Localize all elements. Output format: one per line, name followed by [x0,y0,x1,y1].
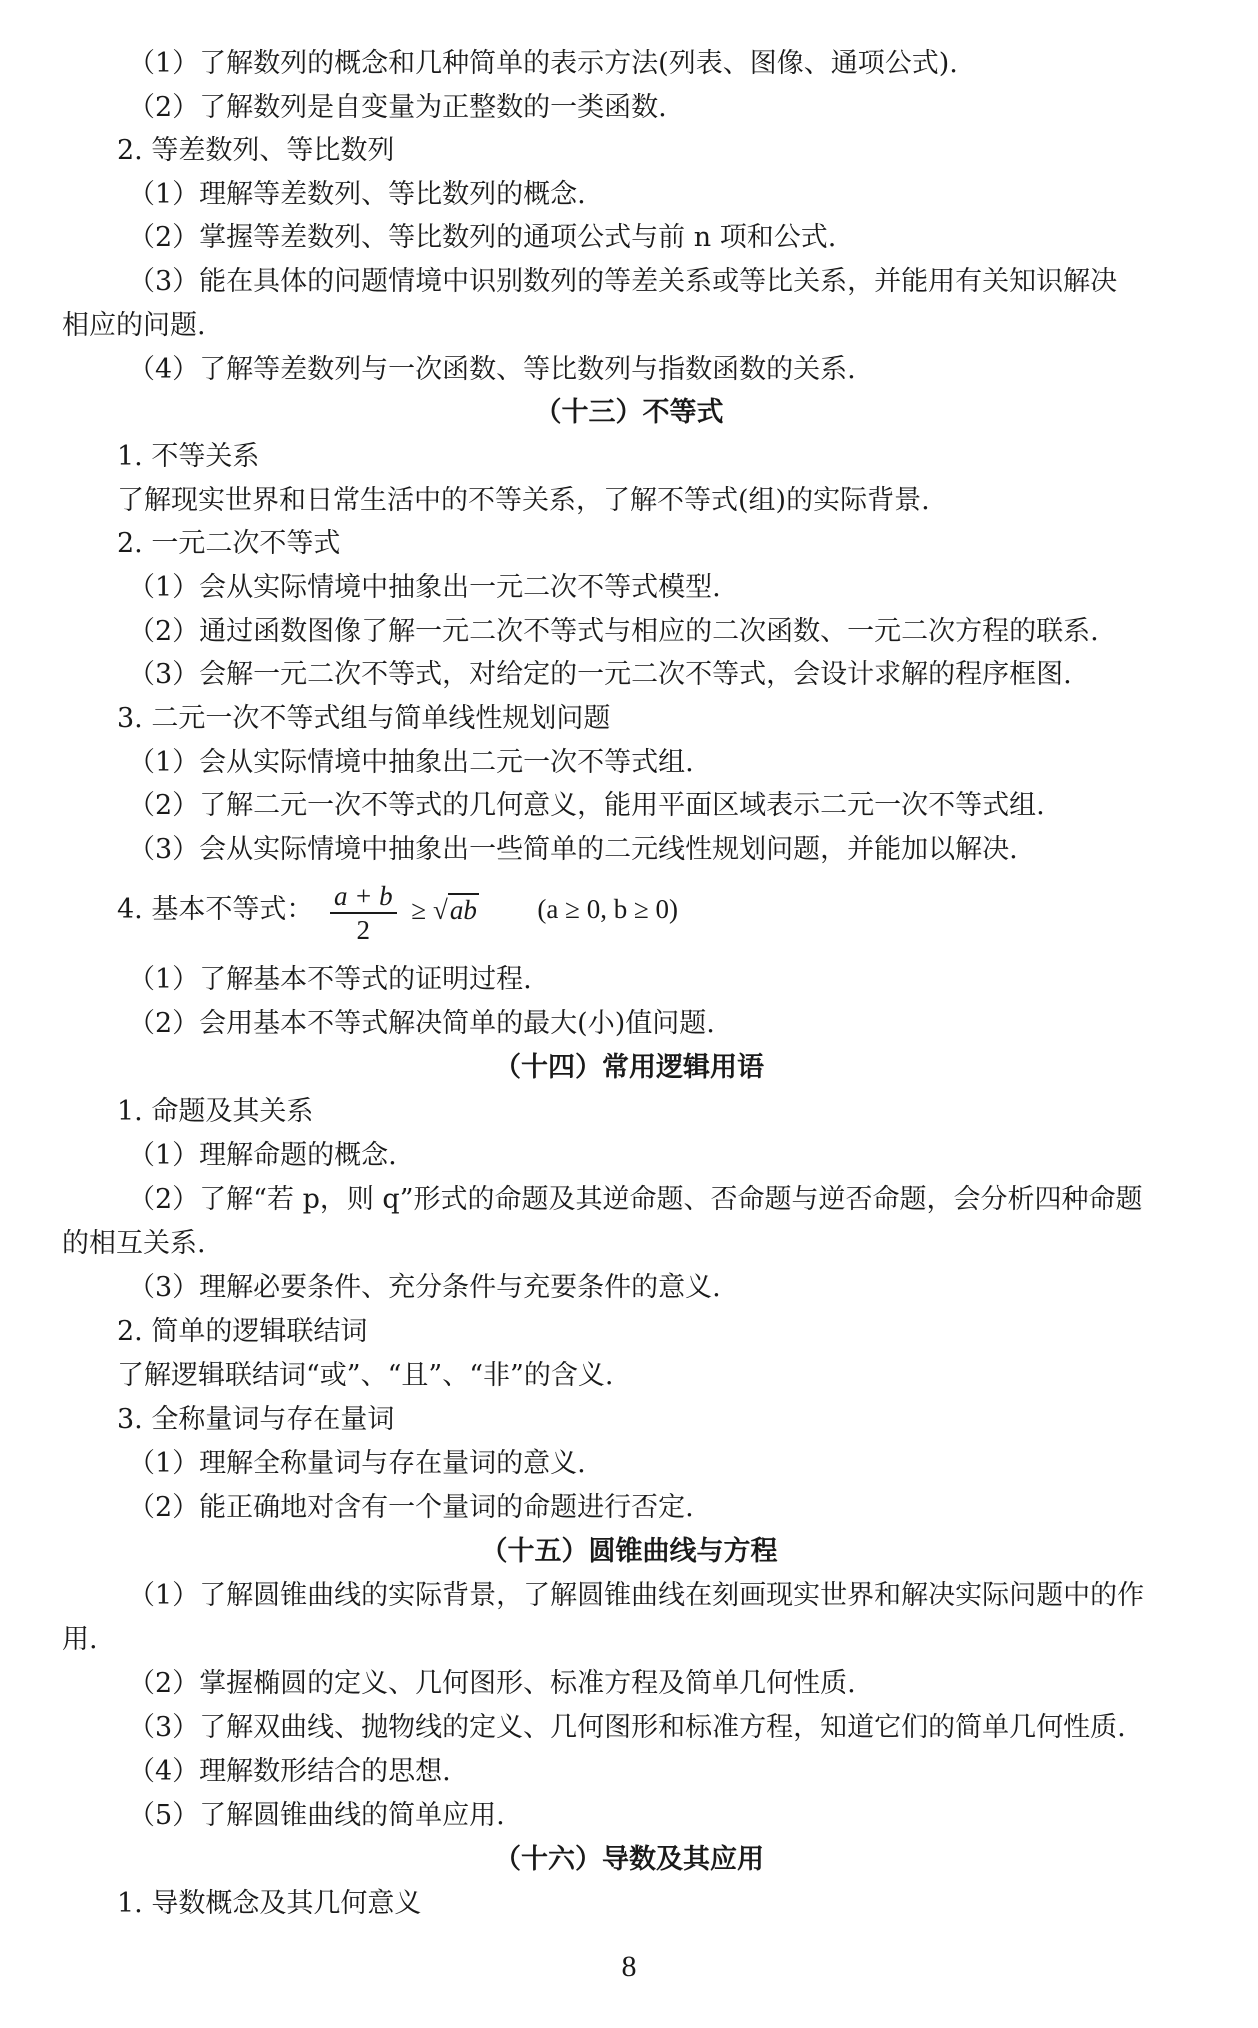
text-line: （2）了解数列是自变量为正整数的一类函数. [128,92,667,123]
formula-denominator: 2 [356,914,371,945]
text-line: （2）掌握椭圆的定义、几何图形、标准方程及简单几何性质. [128,1668,856,1699]
subsection-title: 2. 简单的逻辑联结词 [117,1316,368,1347]
text-line: （4）理解数形结合的思想. [128,1756,451,1787]
section-heading: （十三）不等式 [534,397,724,428]
subsection-title: 3. 全称量词与存在量词 [117,1404,395,1435]
formula-radicand: ab [449,895,477,926]
text-line-continuation: 用. [62,1624,98,1655]
text-line: （1）理解等差数列、等比数列的概念. [128,179,586,210]
text-line-continuation: 的相互关系. [62,1228,206,1259]
section-heading: （十四）常用逻辑用语 [494,1052,764,1083]
text-line: （1）理解命题的概念. [128,1140,397,1171]
text-line-continuation: 相应的问题. [62,310,206,341]
formula-label: 4. 基本不等式： [117,894,314,925]
page-number: 8 [621,1950,637,1983]
text-line: （1）会从实际情境中抽象出二元一次不等式组. [128,747,694,778]
text-line: （3）理解必要条件、充分条件与充要条件的意义. [128,1272,721,1303]
text-line: （3）会从实际情境中抽象出一些简单的二元线性规划问题，并能加以解决. [128,834,1018,865]
text-line: （1）了解基本不等式的证明过程. [128,964,532,995]
text-line: （2）了解“若 p，则 q”形式的命题及其逆命题、否命题与逆否命题，会分析四种命题 [128,1184,1143,1215]
formula-numerator: a + b [330,880,397,914]
text-line: （2）了解二元一次不等式的几何意义，能用平面区域表示二元一次不等式组. [128,790,1045,821]
subsection-title: 2. 一元二次不等式 [117,528,341,559]
subsection-title: 1. 不等关系 [117,441,260,472]
text-line: （3）会解一元二次不等式，对给定的一元二次不等式，会设计求解的程序框图. [128,659,1072,690]
text-line: （1）了解圆锥曲线的实际背景，了解圆锥曲线在刻画现实世界和解决实际问题中的作 [128,1580,1145,1611]
text-line: （2）掌握等差数列、等比数列的通项公式与前 n 项和公式. [128,222,837,253]
text-line: （1）会从实际情境中抽象出一元二次不等式模型. [128,572,721,603]
text-line: （3）了解双曲线、抛物线的定义、几何图形和标准方程，知道它们的简单几何性质. [128,1712,1126,1743]
text-line: （2）能正确地对含有一个量词的命题进行否定. [128,1492,694,1523]
formula-line [62,874,1258,944]
text-line: 了解现实世界和日常生活中的不等关系，了解不等式(组)的实际背景. [117,485,930,516]
text-line: 了解逻辑联结词“或”、“且”、“非”的含义. [117,1360,614,1391]
text-line: （1）了解数列的概念和几种简单的表示方法(列表、图像、通项公式). [128,48,958,79]
formula-condition: (a ≥ 0, b ≥ 0) [537,894,679,924]
subsection-title: 1. 导数概念及其几何意义 [117,1888,422,1919]
formula-relation: ≥ [411,895,427,926]
text-line: （4）了解等差数列与一次函数、等比数列与指数函数的关系. [128,354,856,385]
text-line: （2）会用基本不等式解决简单的最大(小)值问题. [128,1008,715,1039]
text-line: （1）理解全称量词与存在量词的意义. [128,1448,586,1479]
sqrt-icon: √ [433,895,448,926]
section-heading: （十六）导数及其应用 [494,1844,764,1875]
text-line: （2）通过函数图像了解一元二次不等式与相应的二次函数、一元二次方程的联系. [128,616,1099,647]
subsection-title: 2. 等差数列、等比数列 [117,135,395,166]
text-line: （5）了解圆锥曲线的简单应用. [128,1800,505,1831]
text-line: （3）能在具体的问题情境中识别数列的等差关系或等比关系，并能用有关知识解决 [128,266,1118,297]
basic-inequality-formula [322,875,479,946]
subsection-title: 3. 二元一次不等式组与简单线性规划问题 [117,703,611,734]
section-heading: （十五）圆锥曲线与方程 [480,1536,778,1567]
subsection-title: 1. 命题及其关系 [117,1096,314,1127]
formula-fraction [330,880,397,946]
